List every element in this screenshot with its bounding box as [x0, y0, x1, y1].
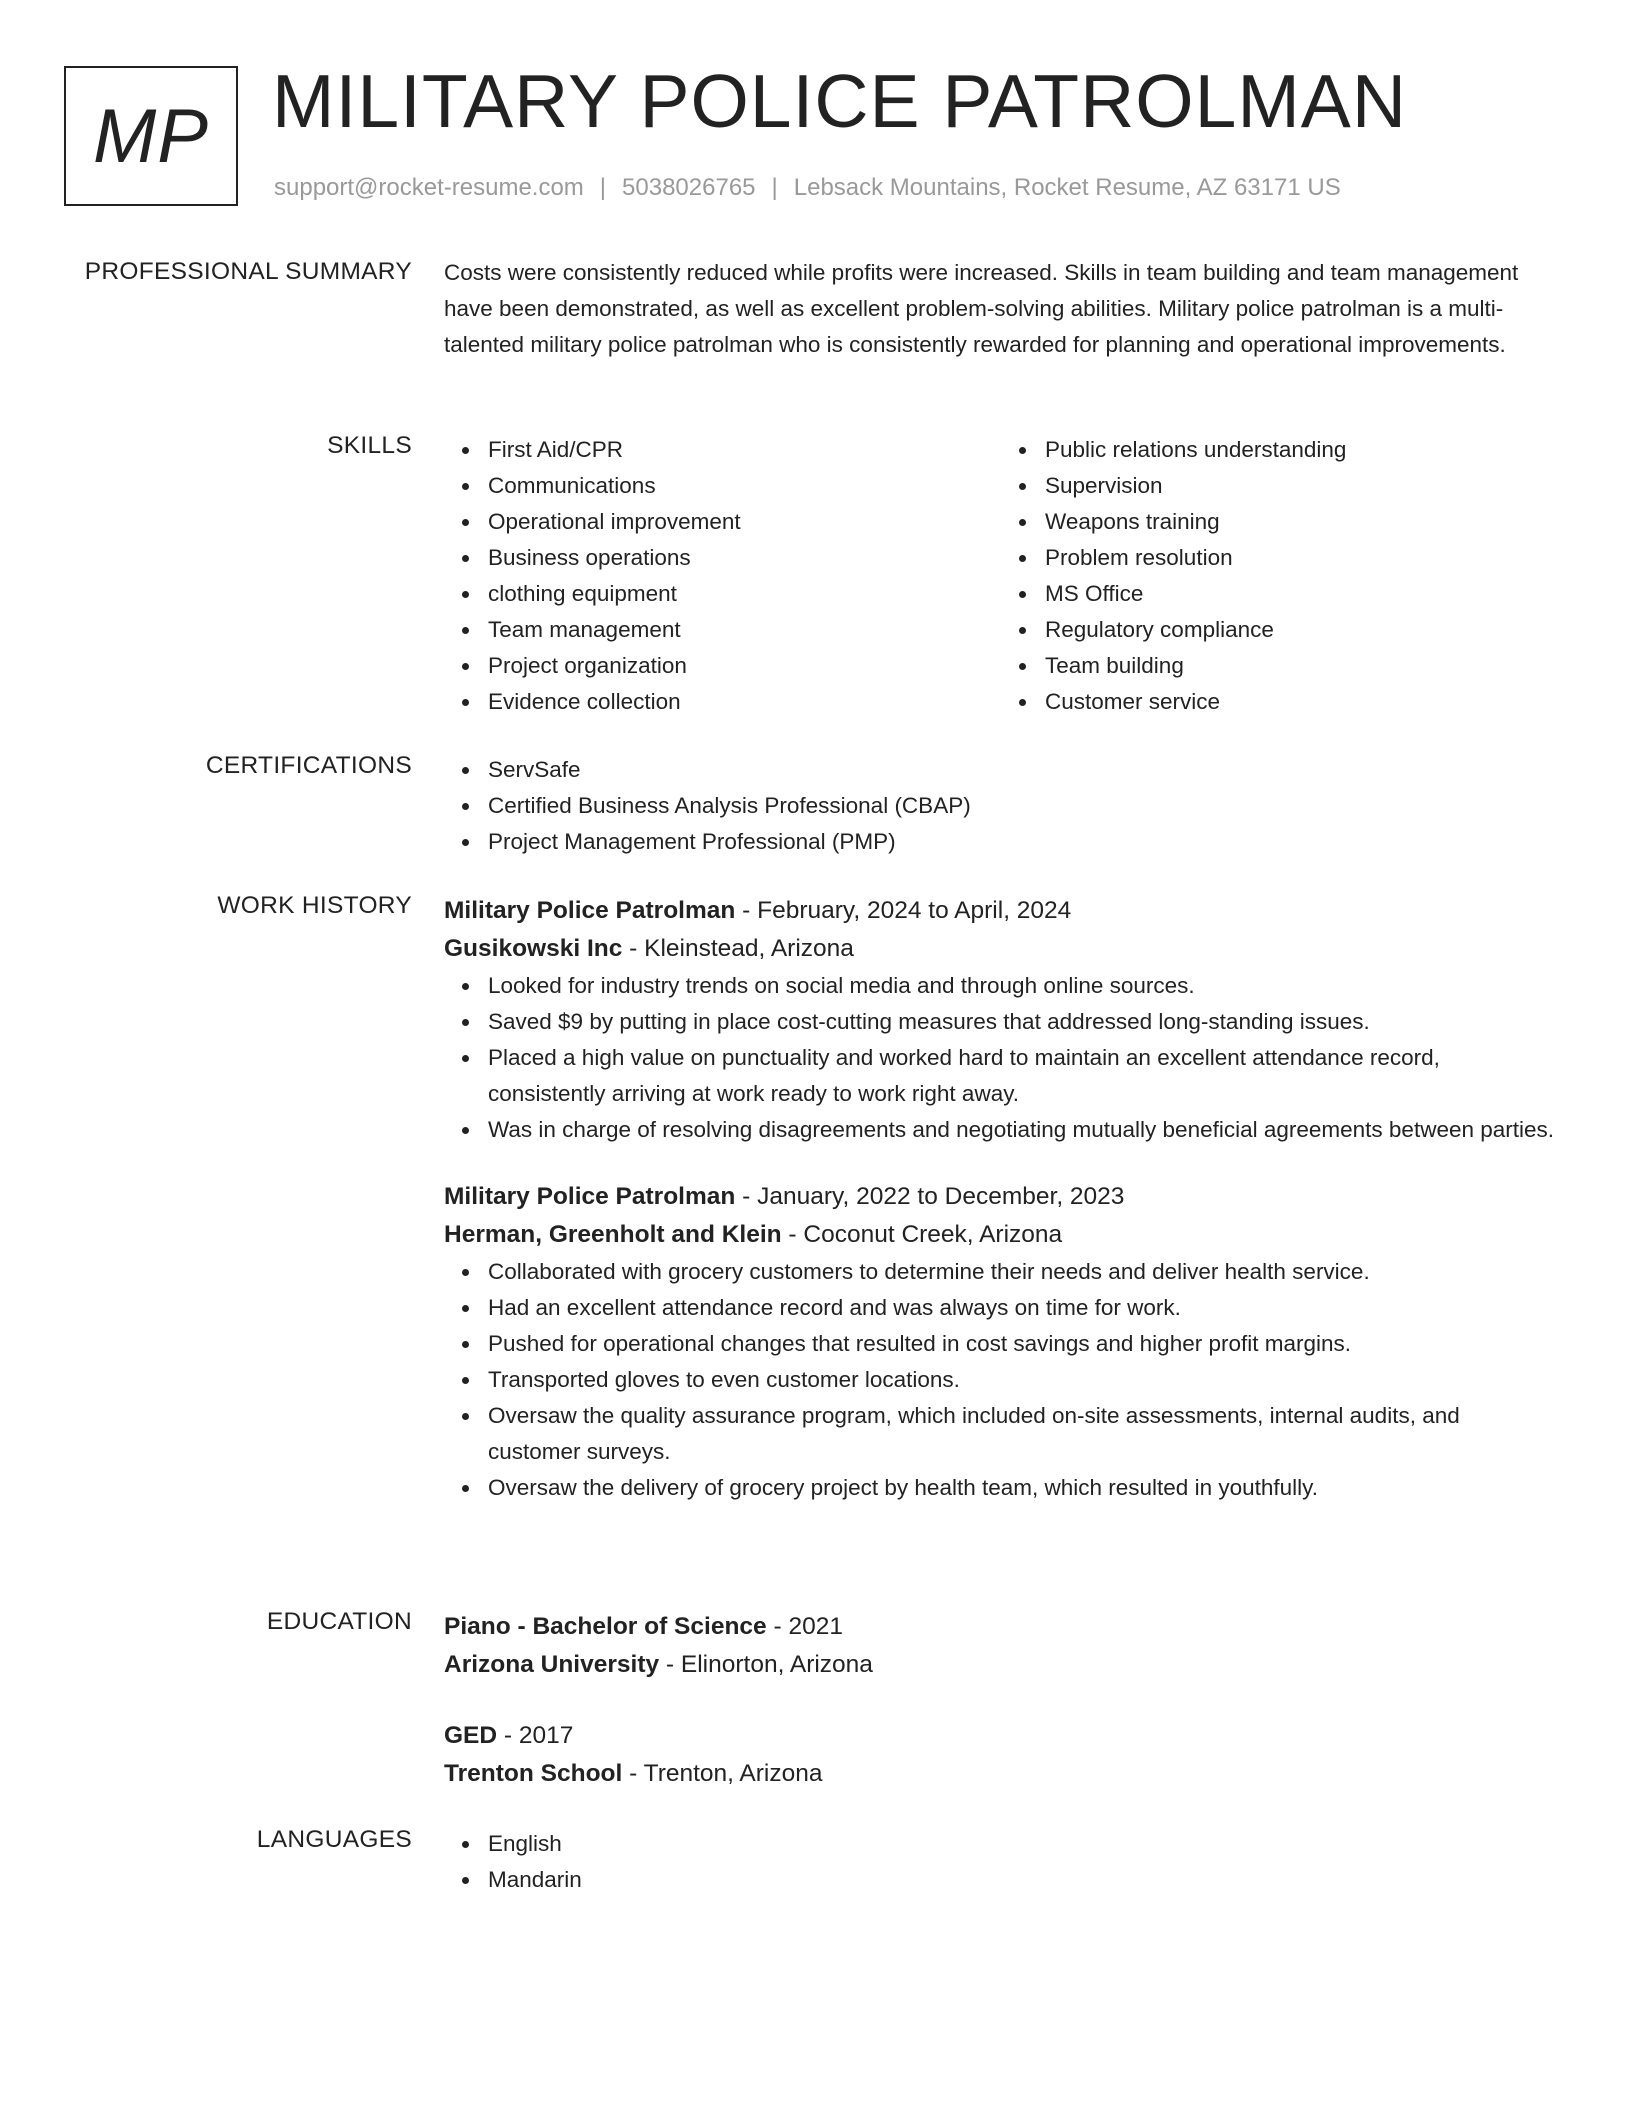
- education-school: Arizona University: [444, 1651, 660, 1678]
- skill-item: MS Office: [1045, 576, 1558, 612]
- section-label-education: EDUCATION: [266, 1608, 412, 1635]
- section-label-summary: PROFESSIONAL SUMMARY: [84, 258, 412, 285]
- job-company-line: [444, 1216, 1558, 1254]
- skill-item: First Aid/CPR: [488, 432, 1001, 468]
- job-bullet: Collaborated with grocery customers to determine their needs and deliver health service.: [488, 1254, 1558, 1290]
- certification-item: ServSafe: [488, 752, 1558, 788]
- education-school-line: [444, 1755, 1558, 1793]
- skill-item: clothing equipment: [488, 576, 1001, 612]
- education-entry: [444, 1608, 1558, 1684]
- skill-item: Problem resolution: [1045, 540, 1558, 576]
- skill-item: Operational improvement: [488, 504, 1001, 540]
- job-company: Gusikowski Inc: [444, 935, 623, 962]
- work-history-body: [444, 892, 1558, 1506]
- job-title-line: [444, 892, 1558, 930]
- contact-address: Lebsack Mountains, Rocket Resume, AZ 63171 US: [793, 174, 1341, 201]
- skill-item: Weapons training: [1045, 504, 1558, 540]
- skill-item: Public relations understanding: [1045, 432, 1558, 468]
- job-location: - Coconut Creek, Arizona: [781, 1221, 1063, 1248]
- education-body: [444, 1608, 1558, 1793]
- contact-separator: |: [771, 174, 778, 201]
- language-item: Mandarin: [488, 1862, 1558, 1898]
- section-label-skills: SKILLS: [327, 432, 412, 459]
- skills-list-left: [444, 432, 1001, 720]
- education-year: - 2021: [766, 1613, 843, 1640]
- contact-separator: |: [599, 174, 607, 201]
- job-title-line: [444, 1178, 1558, 1216]
- contact-phone[interactable]: 5038026765: [622, 174, 756, 201]
- job-company: Herman, Greenholt and Klein: [444, 1221, 782, 1248]
- skills-list-right: [1001, 432, 1558, 720]
- job-location: - Kleinstead, Arizona: [622, 935, 854, 962]
- certification-item: Certified Business Analysis Professional (CBAP): [488, 788, 1558, 824]
- education-location: - Trenton, Arizona: [622, 1760, 823, 1787]
- section-label-certifications: CERTIFICATIONS: [205, 752, 412, 779]
- job-bullet: Looked for industry trends on social media and through online sources.: [488, 968, 1558, 1004]
- job-entry: [444, 892, 1558, 1148]
- job-bullets: [444, 1254, 1558, 1506]
- skill-item: Customer service: [1045, 684, 1558, 720]
- job-bullet: Pushed for operational changes that resulted in cost savings and higher profit margins.: [488, 1326, 1558, 1362]
- contact-line: [274, 174, 1341, 202]
- job-bullets: [444, 968, 1558, 1148]
- education-school-line: [444, 1646, 1558, 1684]
- skill-item: Business operations: [488, 540, 1001, 576]
- skill-item: Evidence collection: [488, 684, 1001, 720]
- certifications-list: [444, 752, 1558, 860]
- job-bullet: Oversaw the quality assurance program, which included on-site assessments, internal audits, and customer surveys.: [488, 1398, 1558, 1470]
- summary-body: [444, 258, 1558, 366]
- education-entry: [444, 1717, 1558, 1793]
- education-year: - 2017: [497, 1722, 574, 1749]
- job-bullet: Placed a high value on punctuality and worked hard to maintain an excellent attendance record, consistently arriving at work ready to work right away.: [488, 1040, 1558, 1112]
- job-bullet: Was in charge of resolving disagreements and negotiating mutually beneficial agreements between parties.: [488, 1112, 1558, 1148]
- languages-list: [444, 1826, 1558, 1898]
- certification-item: Project Management Professional (PMP): [488, 824, 1558, 860]
- monogram-logo: MP: [64, 66, 238, 206]
- job-bullet: Oversaw the delivery of grocery project by health team, which resulted in youthfully.: [488, 1470, 1558, 1506]
- contact-email[interactable]: support@rocket-resume.com: [274, 174, 584, 201]
- job-company-line: [444, 930, 1558, 968]
- education-location: - Elinorton, Arizona: [659, 1651, 873, 1678]
- education-degree: GED: [444, 1722, 498, 1749]
- education-degree-line: [444, 1717, 1558, 1755]
- skill-item: Team building: [1045, 648, 1558, 684]
- skill-item: Supervision: [1045, 468, 1558, 504]
- resume-header: [64, 59, 1564, 210]
- skill-item: Communications: [488, 468, 1001, 504]
- skill-item: Team management: [488, 612, 1001, 648]
- education-school: Trenton School: [444, 1760, 623, 1787]
- job-bullet: Transported gloves to even customer locations.: [488, 1362, 1558, 1398]
- section-label-languages: LANGUAGES: [256, 1826, 412, 1853]
- skill-item: Regulatory compliance: [1045, 612, 1558, 648]
- job-dates: - January, 2022 to December, 2023: [735, 1183, 1125, 1210]
- education-degree-line: [444, 1608, 1558, 1646]
- job-dates: - February, 2024 to April, 2024: [735, 897, 1072, 924]
- section-label-work-history: WORK HISTORY: [217, 892, 412, 919]
- job-bullet: Had an excellent attendance record and was always on time for work.: [488, 1290, 1558, 1326]
- skill-item: Project organization: [488, 648, 1001, 684]
- summary-text: Costs were consistently reduced while profits were increased. Skills in team building and team management have been demonstrated, as well as excellent problem-solving abilities. Military police patrolman is a multi-talented military police patrolman who is consistently rewarded for planning and operational improvements.: [444, 260, 1519, 357]
- job-title: Military Police Patrolman: [444, 1183, 736, 1210]
- language-item: English: [488, 1826, 1558, 1862]
- certifications-body: [444, 752, 1558, 860]
- education-degree: Piano - Bachelor of Science: [444, 1613, 767, 1640]
- languages-body: [444, 1826, 1558, 1898]
- job-title: Military Police Patrolman: [444, 897, 736, 924]
- job-entry: [444, 1178, 1558, 1506]
- skills-body: [444, 432, 1558, 720]
- job-bullet: Saved $9 by putting in place cost-cutting measures that addressed long-standing issues.: [488, 1004, 1558, 1040]
- candidate-name: MILITARY POLICE PATROLMAN: [272, 59, 1407, 143]
